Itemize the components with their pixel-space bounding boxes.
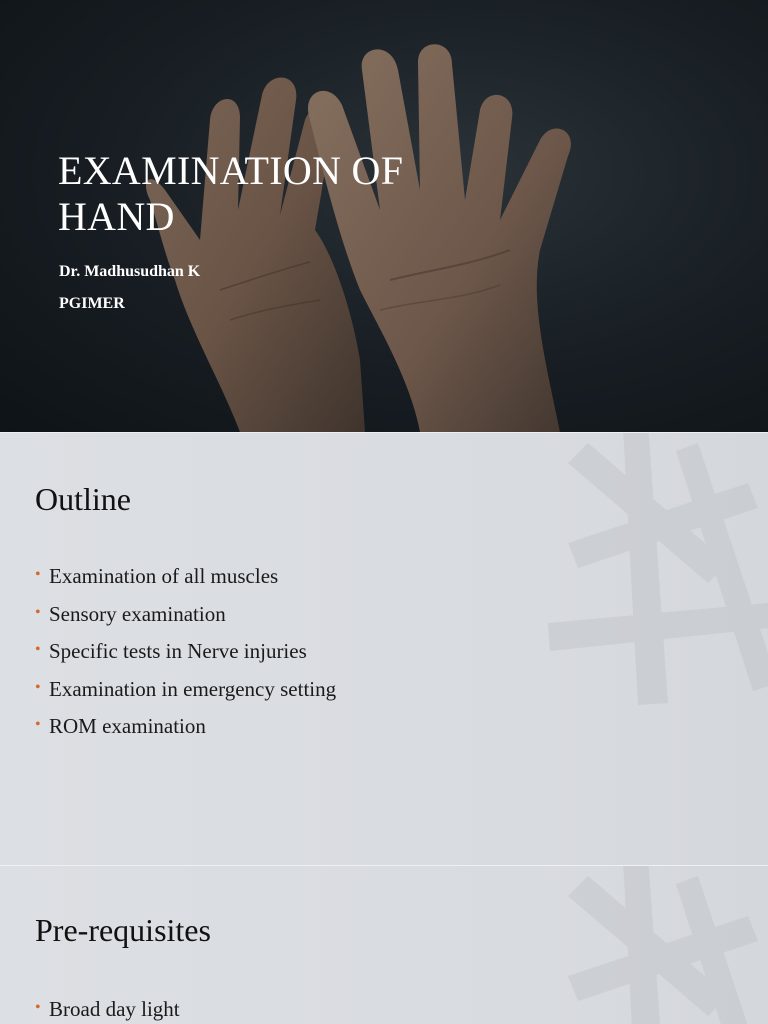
- list-item: • Broad day light: [35, 995, 180, 1024]
- prerequisites-heading: Pre-requisites: [35, 912, 211, 948]
- outline-heading: Outline: [35, 481, 131, 517]
- bullet-icon: •: [35, 678, 41, 696]
- bullet-icon: •: [35, 716, 41, 733]
- prerequisites-list: [35, 995, 180, 1024]
- list-item: • Examination in emergency setting: [35, 675, 336, 713]
- list-item: • Examination of all muscles: [35, 562, 336, 600]
- title-line-1: EXAMINATION OF: [58, 148, 404, 193]
- bullet-icon: •: [35, 566, 41, 583]
- plant-shadow-decoration: [528, 866, 768, 1024]
- bullet-icon: •: [35, 641, 41, 658]
- author-name: Dr. Madhusudhan K: [59, 263, 201, 280]
- list-item: • ROM examination: [35, 712, 336, 750]
- list-item: • Specific tests in Nerve injuries: [35, 637, 336, 675]
- title-line-2: HAND: [58, 194, 175, 239]
- outline-list: [35, 562, 336, 750]
- presentation-title: [58, 148, 478, 240]
- title-slide: [0, 0, 768, 432]
- organization-name: PGIMER: [59, 295, 125, 312]
- plant-shadow-decoration: [528, 433, 768, 723]
- prerequisites-slide: [0, 866, 768, 1024]
- bullet-icon: •: [35, 999, 41, 1016]
- list-item: • Sensory examination: [35, 600, 336, 638]
- outline-slide: [0, 433, 768, 865]
- bullet-icon: •: [35, 603, 41, 621]
